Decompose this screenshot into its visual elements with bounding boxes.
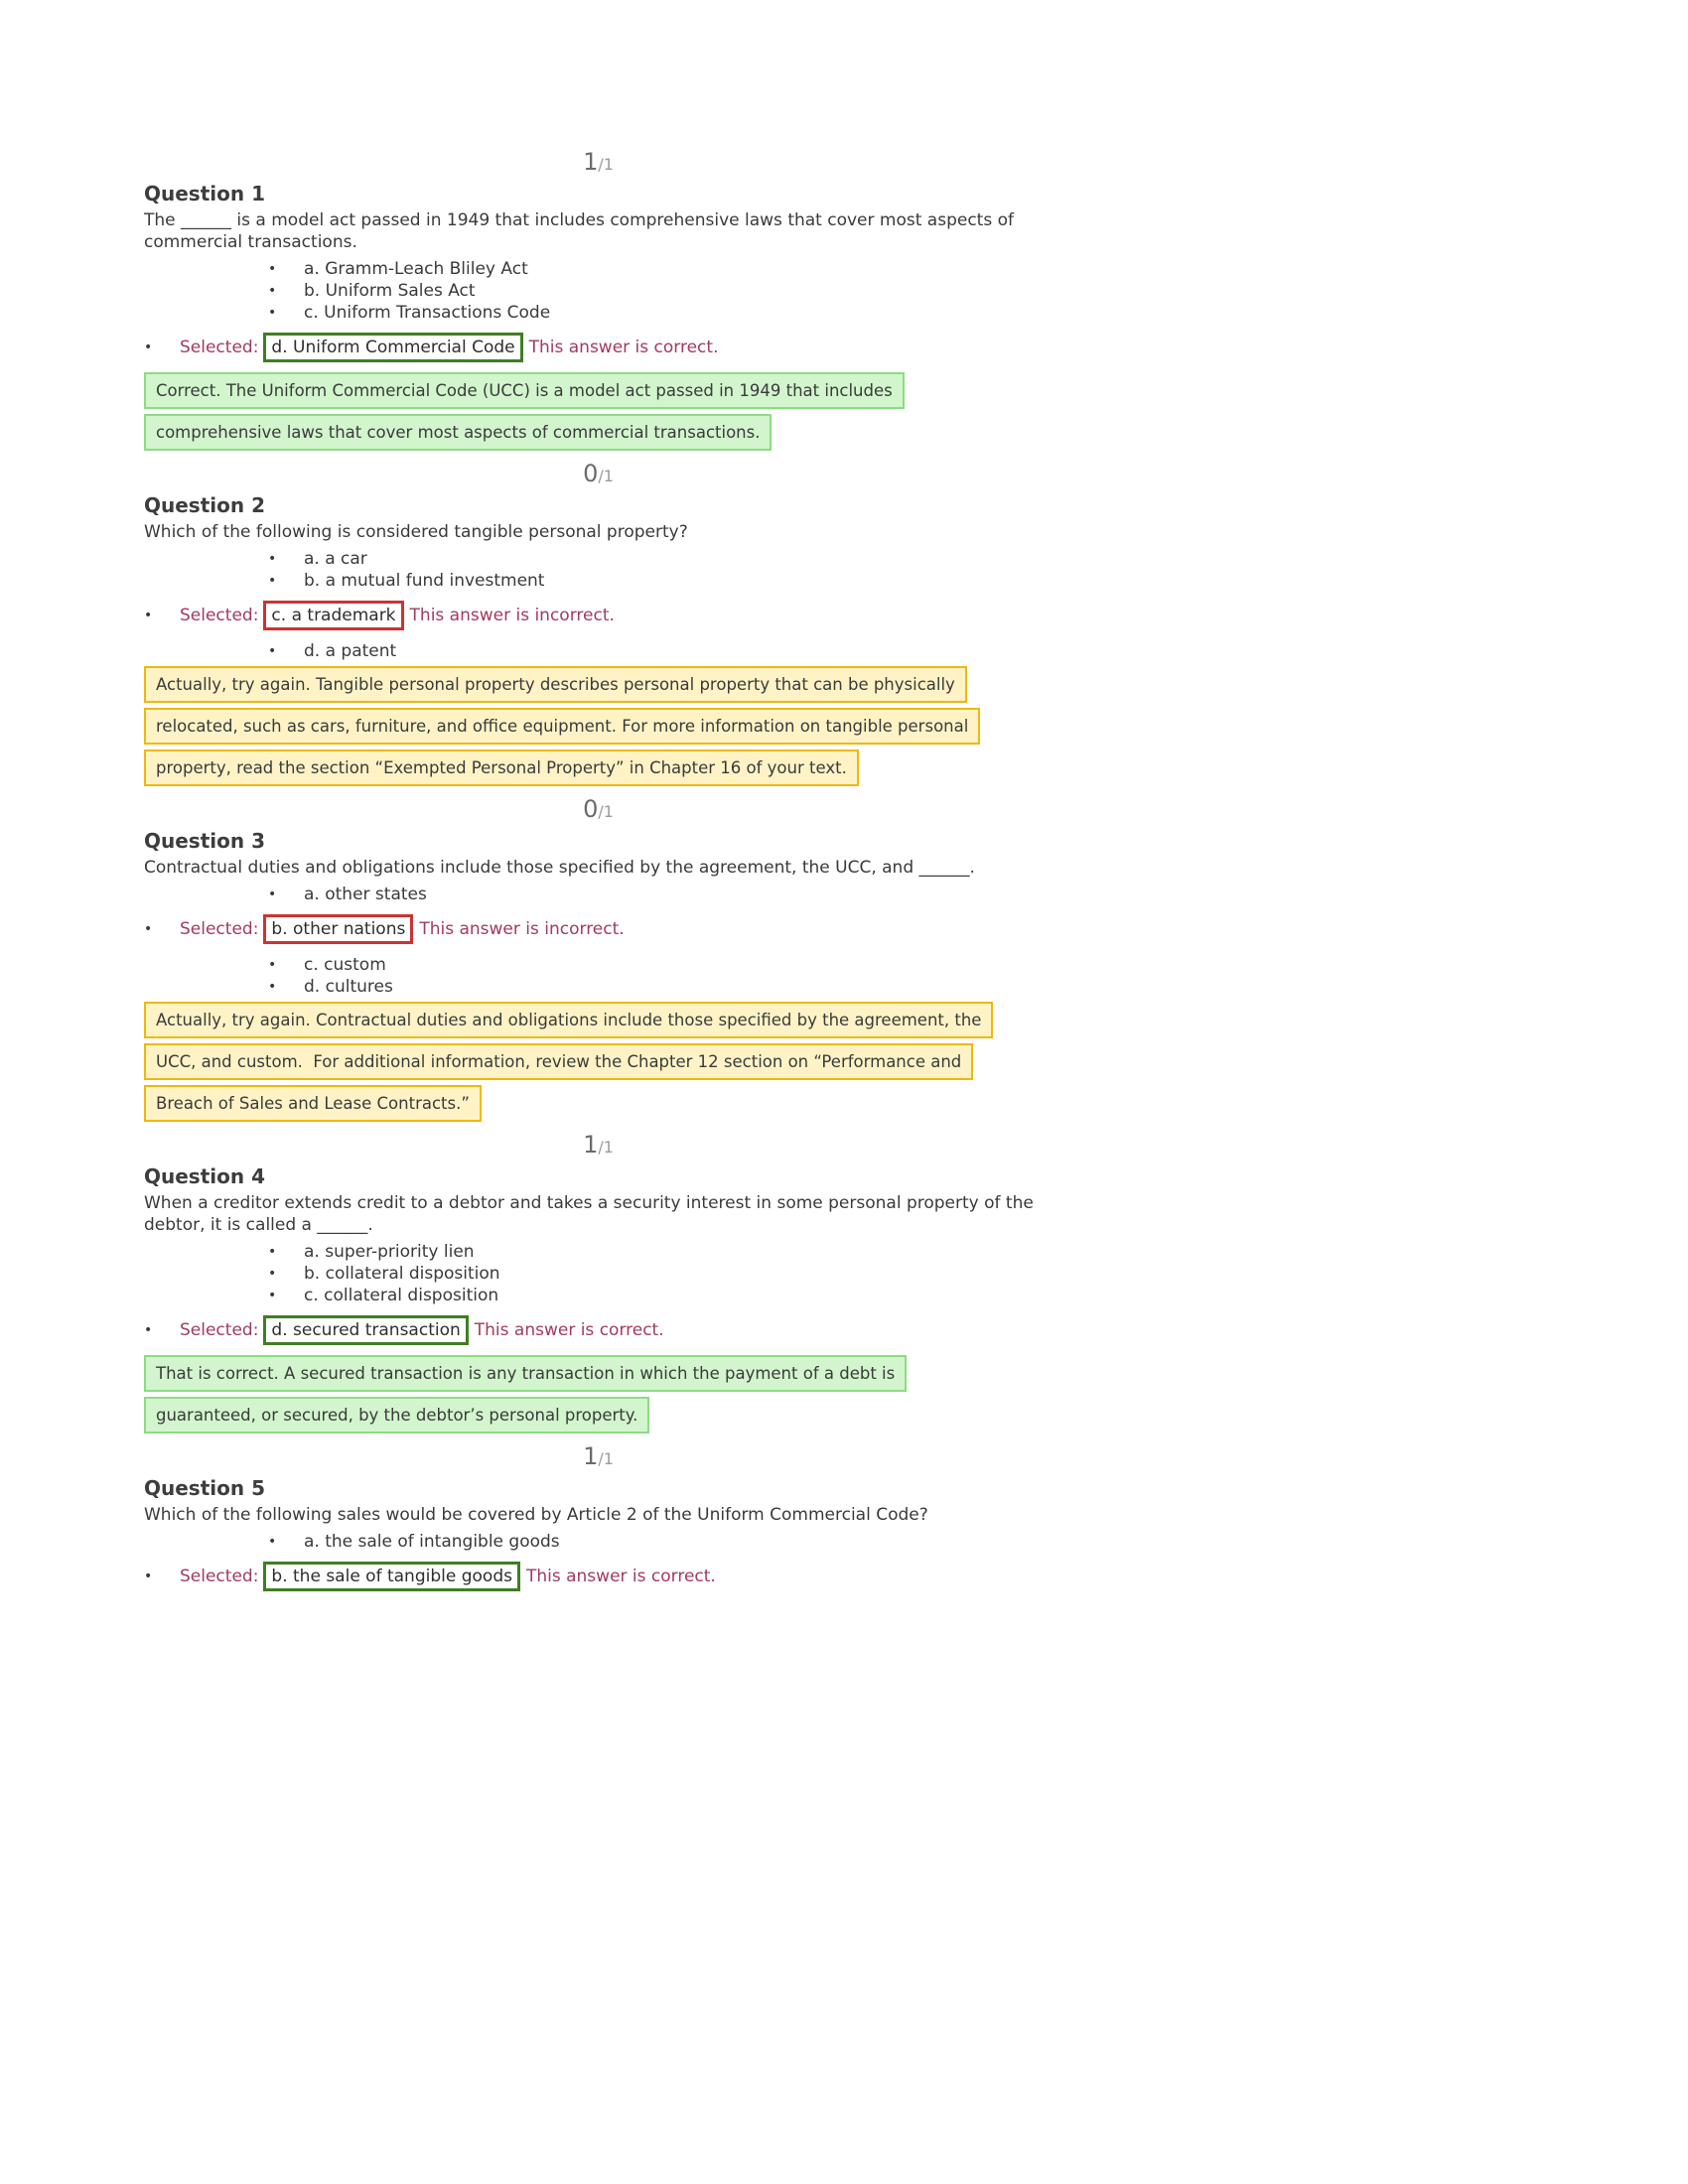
score-total: /1 [598, 1449, 614, 1468]
answer-result-text: This answer is correct. [528, 338, 719, 357]
answer-option [268, 884, 1053, 905]
option-text: d. cultures [304, 977, 393, 997]
score-indicator [144, 459, 1053, 491]
feedback-line: Actually, try again. Tangible personal property describes personal property that can be physically [144, 666, 967, 703]
bullet-icon: • [144, 1322, 153, 1338]
selected-label: Selected: [180, 338, 259, 357]
bullet-icon: • [268, 957, 277, 973]
bullet-icon: • [268, 1266, 277, 1282]
feedback-line: property, read the section “Exempted Personal Property” in Chapter 16 of your text. [144, 750, 859, 786]
answer-result-text: This answer is correct. [474, 1320, 664, 1340]
bullet-icon: • [268, 979, 277, 995]
bullet-icon: • [268, 551, 277, 567]
bullet-icon: • [144, 921, 153, 937]
feedback-line: Actually, try again. Contractual duties and obligations include those specified by the agreement, the [144, 1002, 993, 1038]
feedback-block [144, 1002, 1053, 1122]
selected-label: Selected: [180, 1320, 259, 1340]
option-text: a. other states [304, 885, 427, 904]
feedback-block [144, 372, 1053, 451]
score-total: /1 [598, 1138, 614, 1157]
selected-label: Selected: [180, 606, 259, 625]
score-earned: 1 [583, 1442, 599, 1470]
options-list [144, 548, 1053, 662]
score-earned: 1 [583, 1131, 599, 1159]
answer-option-selected [144, 333, 1053, 362]
score-earned: 0 [583, 795, 599, 823]
answer-result-text: This answer is incorrect. [419, 919, 625, 939]
feedback-line: Breach of Sales and Lease Contracts.” [144, 1085, 482, 1122]
bullet-icon: • [268, 1244, 277, 1260]
question-title: Question 5 [144, 1476, 265, 1500]
answer-option-selected [144, 1562, 1053, 1591]
bullet-icon: • [268, 887, 277, 902]
question-block-2 [144, 459, 1053, 786]
question-block-3 [144, 794, 1053, 1122]
bullet-icon: • [268, 1534, 277, 1550]
question-prompt: Which of the following sales would be covered by Article 2 of the Uniform Commercial Code? [144, 1505, 928, 1525]
options-list [144, 1241, 1053, 1345]
option-text: b. a mutual fund investment [304, 571, 545, 591]
bullet-icon: • [144, 1569, 153, 1584]
bullet-icon: • [268, 283, 277, 299]
score-total: /1 [598, 155, 614, 174]
bullet-icon: • [268, 305, 277, 321]
score-earned: 1 [583, 148, 599, 176]
option-text: a. Gramm-Leach Bliley Act [304, 259, 528, 279]
score-indicator [144, 147, 1053, 180]
selected-label: Selected: [180, 919, 259, 939]
option-text: b. collateral disposition [304, 1264, 500, 1284]
question-prompt: The ______ is a model act passed in 1949 that includes comprehensive laws that cover most aspects of commercial transactions. [144, 210, 1014, 252]
question-title: Question 1 [144, 182, 265, 205]
question-block-1 [144, 147, 1053, 451]
feedback-line: relocated, such as cars, furniture, and office equipment. For more information on tangible personal [144, 708, 980, 745]
question-title: Question 4 [144, 1164, 265, 1188]
answer-option-selected [144, 1315, 1053, 1345]
question-prompt: Which of the following is considered tangible personal property? [144, 522, 688, 542]
options-list [144, 884, 1053, 998]
option-text: c. Uniform Transactions Code [304, 303, 551, 323]
question-block-4 [144, 1130, 1053, 1433]
answer-option [268, 640, 1053, 662]
answer-option [268, 1241, 1053, 1263]
answer-option [268, 1285, 1053, 1306]
option-text: c. custom [304, 955, 386, 975]
answer-option [268, 570, 1053, 592]
answer-option-selected [144, 914, 1053, 944]
options-list [144, 1531, 1053, 1591]
selected-answer-box: b. the sale of tangible goods [263, 1562, 520, 1591]
question-title: Question 2 [144, 493, 265, 517]
option-text: a. the sale of intangible goods [304, 1532, 560, 1552]
bullet-icon: • [144, 340, 153, 355]
option-text: b. Uniform Sales Act [304, 281, 476, 301]
question-prompt: When a creditor extends credit to a debtor and takes a security interest in some personal property of the debtor, it is called a ______. [144, 1193, 1034, 1235]
answer-option [268, 1263, 1053, 1285]
option-text: a. a car [304, 549, 367, 569]
answer-result-text: This answer is incorrect. [409, 606, 615, 625]
selected-label: Selected: [180, 1567, 259, 1586]
bullet-icon: • [268, 573, 277, 589]
answer-option [268, 548, 1053, 570]
answer-result-text: This answer is correct. [525, 1567, 716, 1586]
option-text: d. a patent [304, 641, 397, 661]
bullet-icon: • [268, 1288, 277, 1303]
feedback-line: That is correct. A secured transaction is any transaction in which the payment of a debt is [144, 1355, 907, 1392]
answer-option [268, 258, 1053, 280]
feedback-line: UCC, and custom. For additional information, review the Chapter 12 section on “Performance and [144, 1043, 973, 1080]
option-text: a. super-priority lien [304, 1242, 475, 1262]
answer-option-selected [144, 601, 1053, 630]
bullet-icon: • [144, 608, 153, 623]
answer-option [268, 280, 1053, 302]
score-indicator [144, 794, 1053, 827]
score-total: /1 [598, 802, 614, 821]
answer-option [268, 302, 1053, 324]
selected-answer-box: d. secured transaction [263, 1315, 468, 1345]
answer-option [268, 1531, 1053, 1553]
score-total: /1 [598, 467, 614, 485]
question-prompt: Contractual duties and obligations include those specified by the agreement, the UCC, and ______. [144, 858, 975, 878]
feedback-block [144, 1355, 1053, 1433]
score-indicator [144, 1441, 1053, 1474]
question-block-5 [144, 1441, 1053, 1591]
document-content [144, 147, 1053, 1591]
selected-answer-box: b. other nations [263, 914, 413, 944]
score-indicator [144, 1130, 1053, 1162]
feedback-line: Correct. The Uniform Commercial Code (UCC) is a model act passed in 1949 that includes [144, 372, 905, 409]
bullet-icon: • [268, 261, 277, 277]
score-earned: 0 [583, 460, 599, 487]
feedback-line: guaranteed, or secured, by the debtor’s personal property. [144, 1397, 649, 1433]
selected-answer-box: c. a trademark [263, 601, 403, 630]
answer-option [268, 976, 1053, 998]
selected-answer-box: d. Uniform Commercial Code [263, 333, 522, 362]
feedback-block [144, 666, 1053, 786]
answer-option [268, 954, 1053, 976]
question-title: Question 3 [144, 829, 265, 853]
bullet-icon: • [268, 643, 277, 659]
options-list [144, 258, 1053, 362]
feedback-line: comprehensive laws that cover most aspects of commercial transactions. [144, 414, 772, 451]
option-text: c. collateral disposition [304, 1286, 499, 1305]
